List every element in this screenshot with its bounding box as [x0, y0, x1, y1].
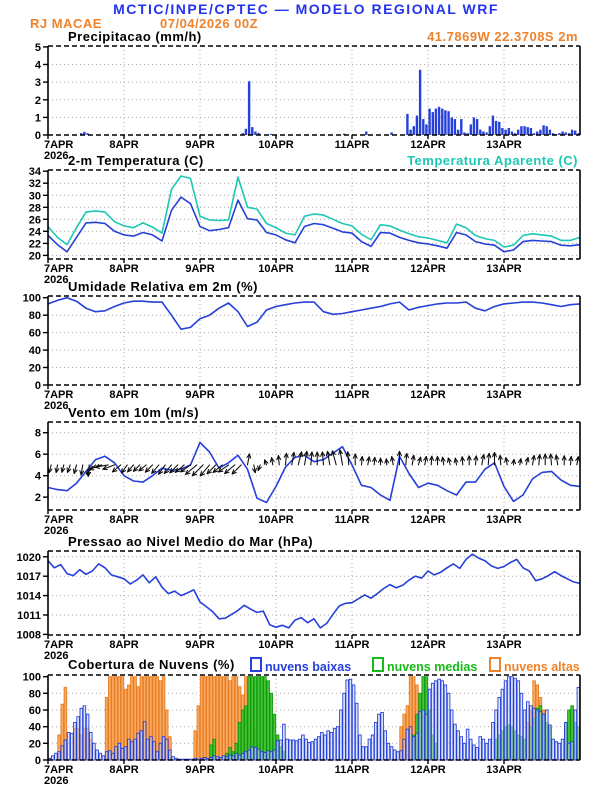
- svg-text:20: 20: [28, 738, 41, 751]
- svg-text:13APR: 13APR: [486, 514, 522, 526]
- svg-text:7APR: 7APR: [44, 263, 74, 275]
- svg-text:28: 28: [28, 202, 41, 215]
- apparent-temperature-label: Temperatura Aparente (C): [407, 153, 578, 168]
- svg-text:10APR: 10APR: [258, 639, 294, 651]
- svg-text:0: 0: [34, 755, 41, 767]
- panel-title-wind: Vento em 10m (m/s): [68, 405, 200, 420]
- svg-text:10APR: 10APR: [258, 139, 294, 151]
- svg-text:100: 100: [22, 292, 41, 305]
- svg-text:11APR: 11APR: [334, 263, 370, 275]
- panel-title-clouds: Cobertura de Nuvens (%): [68, 657, 235, 672]
- svg-text:1014: 1014: [16, 590, 41, 603]
- svg-text:9APR: 9APR: [185, 514, 215, 526]
- svg-text:2: 2: [34, 492, 41, 505]
- svg-text:30: 30: [28, 190, 41, 203]
- svg-text:11APR: 11APR: [334, 139, 370, 151]
- svg-text:10APR: 10APR: [258, 263, 294, 275]
- svg-text:1011: 1011: [17, 610, 41, 622]
- svg-text:13APR: 13APR: [486, 639, 522, 651]
- svg-text:1020: 1020: [16, 551, 41, 564]
- svg-text:2026: 2026: [44, 150, 69, 162]
- svg-text:11APR: 11APR: [334, 389, 370, 401]
- svg-text:12APR: 12APR: [410, 639, 446, 651]
- svg-text:40: 40: [28, 345, 41, 358]
- svg-text:7APR: 7APR: [44, 139, 74, 151]
- svg-text:2026: 2026: [44, 650, 69, 662]
- svg-text:100: 100: [22, 671, 41, 684]
- svg-text:13APR: 13APR: [486, 764, 522, 776]
- svg-text:0: 0: [34, 380, 41, 392]
- svg-text:10APR: 10APR: [258, 764, 294, 776]
- svg-text:7APR: 7APR: [44, 639, 74, 651]
- svg-text:11APR: 11APR: [334, 639, 370, 651]
- model-title: MCTIC/INPE/CPTEC — MODELO REGIONAL WRF: [113, 1, 499, 17]
- svg-text:11APR: 11APR: [334, 514, 370, 526]
- svg-text:2026: 2026: [44, 525, 69, 537]
- svg-text:12APR: 12APR: [410, 389, 446, 401]
- svg-text:2026: 2026: [44, 400, 69, 412]
- svg-text:3: 3: [34, 77, 41, 90]
- svg-text:7APR: 7APR: [44, 514, 74, 526]
- svg-text:9APR: 9APR: [185, 764, 215, 776]
- svg-text:9APR: 9APR: [185, 139, 215, 151]
- svg-text:8APR: 8APR: [109, 764, 139, 776]
- svg-text:7APR: 7APR: [44, 389, 74, 401]
- location-coords: 41.7869W 22.3708S 2m: [427, 29, 578, 44]
- svg-text:1008: 1008: [16, 629, 41, 642]
- svg-text:13APR: 13APR: [486, 263, 522, 275]
- svg-text:32: 32: [28, 178, 41, 191]
- svg-text:2026: 2026: [44, 274, 69, 286]
- svg-text:1017: 1017: [16, 571, 41, 584]
- svg-text:7APR: 7APR: [44, 764, 74, 776]
- svg-text:13APR: 13APR: [486, 389, 522, 401]
- svg-text:60: 60: [28, 705, 41, 717]
- svg-text:10APR: 10APR: [258, 389, 294, 401]
- svg-text:4: 4: [34, 470, 41, 483]
- svg-text:9APR: 9APR: [185, 639, 215, 651]
- panel-title-temperature: 2-m Temperatura (C): [68, 153, 204, 168]
- run-datetime: 07/04/2026 00Z: [160, 16, 259, 31]
- svg-text:8APR: 8APR: [109, 514, 139, 526]
- svg-text:10APR: 10APR: [258, 514, 294, 526]
- svg-text:12APR: 12APR: [410, 514, 446, 526]
- legend-label-low-clouds: nuvens baixas: [265, 660, 352, 674]
- legend-label-high-clouds: nuvens altas: [504, 660, 580, 674]
- svg-text:1: 1: [34, 112, 41, 125]
- svg-text:80: 80: [28, 310, 41, 323]
- svg-text:6: 6: [34, 449, 41, 462]
- panel-title-precipitation: Precipitacao (mm/h): [68, 29, 202, 44]
- station-name: RJ MACAE: [30, 16, 102, 31]
- svg-text:11APR: 11APR: [334, 764, 370, 776]
- svg-text:12APR: 12APR: [410, 263, 446, 275]
- svg-text:9APR: 9APR: [185, 263, 215, 275]
- svg-text:8APR: 8APR: [109, 263, 139, 275]
- svg-text:24: 24: [28, 226, 41, 239]
- svg-text:8APR: 8APR: [109, 389, 139, 401]
- svg-text:80: 80: [28, 688, 41, 701]
- svg-text:8APR: 8APR: [109, 639, 139, 651]
- svg-text:4: 4: [34, 59, 41, 72]
- svg-text:60: 60: [28, 327, 41, 340]
- svg-text:2026: 2026: [44, 775, 69, 787]
- svg-text:5: 5: [34, 41, 41, 54]
- panel-title-pressure: Pressao ao Nivel Medio do Mar (hPa): [68, 534, 314, 549]
- svg-text:12APR: 12APR: [410, 764, 446, 776]
- svg-text:0: 0: [34, 130, 41, 142]
- svg-text:12APR: 12APR: [410, 139, 446, 151]
- svg-text:22: 22: [28, 238, 41, 251]
- svg-text:34: 34: [28, 166, 41, 179]
- svg-text:2: 2: [34, 94, 41, 107]
- svg-text:8: 8: [34, 427, 41, 440]
- panel-title-humidity: Umidade Relativa em 2m (%): [68, 279, 259, 294]
- svg-text:13APR: 13APR: [486, 139, 522, 151]
- svg-text:26: 26: [28, 214, 41, 227]
- svg-text:8APR: 8APR: [109, 139, 139, 151]
- legend-label-mid-clouds: nuvens medias: [387, 660, 478, 674]
- svg-text:20: 20: [28, 250, 41, 263]
- svg-text:40: 40: [28, 721, 41, 734]
- svg-text:20: 20: [28, 362, 41, 375]
- svg-text:9APR: 9APR: [185, 389, 215, 401]
